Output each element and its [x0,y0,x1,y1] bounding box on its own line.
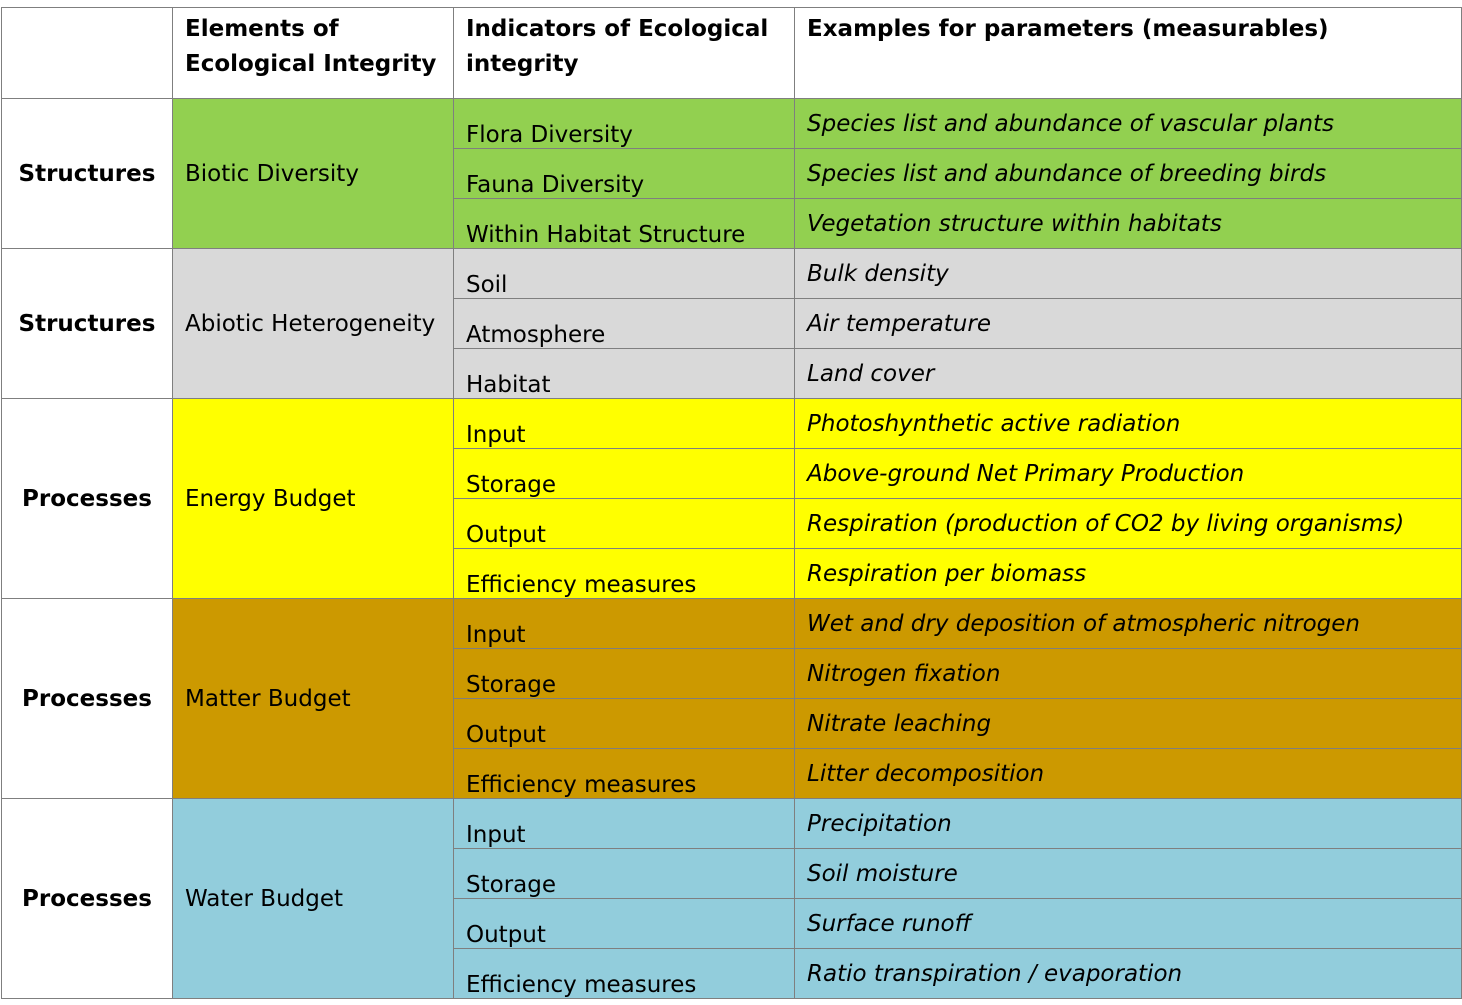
category-cell: Structures [2,249,173,399]
indicator-cell: Flora Diversity [454,99,795,149]
indicator-cell: Input [454,399,795,449]
category-cell: Processes [2,399,173,599]
table-row [2,249,1462,299]
indicator-cell: Storage [454,649,795,699]
indicator-cell: Output [454,699,795,749]
indicator-cell: Input [454,799,795,849]
example-cell: Nitrogen fixation [795,649,1462,699]
header-row [2,8,1462,99]
example-cell: Photoshynthetic active radiation [795,399,1462,449]
element-cell: Matter Budget [173,599,454,799]
example-cell: Vegetation structure within habitats [795,199,1462,249]
indicator-cell: Fauna Diversity [454,149,795,199]
element-cell: Abiotic Heterogeneity [173,249,454,399]
indicator-cell: Efficiency measures [454,949,795,999]
category-cell: Processes [2,599,173,799]
example-cell: Respiration per biomass [795,549,1462,599]
header-empty-cell [2,8,173,99]
example-cell: Species list and abundance of breeding birds [795,149,1462,199]
table-row [2,599,1462,649]
example-cell: Air temperature [795,299,1462,349]
example-cell: Wet and dry deposition of atmospheric nitrogen [795,599,1462,649]
example-cell: Surface runoff [795,899,1462,949]
example-cell: Species list and abundance of vascular plants [795,99,1462,149]
header-elements: Elements of Ecological Integrity [173,8,454,99]
category-cell: Processes [2,799,173,999]
example-cell: Respiration (production of CO2 by living organisms) [795,499,1462,549]
example-cell: Litter decomposition [795,749,1462,799]
header-examples: Examples for parameters (measurables) [795,8,1462,99]
indicator-cell: Output [454,899,795,949]
example-cell: Land cover [795,349,1462,399]
indicator-cell: Output [454,499,795,549]
example-cell: Nitrate leaching [795,699,1462,749]
indicator-cell: Storage [454,849,795,899]
indicator-cell: Efficiency measures [454,749,795,799]
indicator-cell: Efficiency measures [454,549,795,599]
element-cell: Biotic Diversity [173,99,454,249]
example-cell: Precipitation [795,799,1462,849]
ecological-integrity-table [1,7,1462,999]
example-cell: Above-ground Net Primary Production [795,449,1462,499]
table-row [2,399,1462,449]
indicator-cell: Storage [454,449,795,499]
header-indicators: Indicators of Ecological integrity [454,8,795,99]
element-cell: Energy Budget [173,399,454,599]
indicator-cell: Input [454,599,795,649]
indicator-cell: Within Habitat Structure [454,199,795,249]
indicator-cell: Habitat [454,349,795,399]
category-cell: Structures [2,99,173,249]
indicator-cell: Atmosphere [454,299,795,349]
table-row [2,99,1462,149]
example-cell: Ratio transpiration / evaporation [795,949,1462,999]
table-row [2,799,1462,849]
example-cell: Soil moisture [795,849,1462,899]
indicator-cell: Soil [454,249,795,299]
example-cell: Bulk density [795,249,1462,299]
element-cell: Water Budget [173,799,454,999]
